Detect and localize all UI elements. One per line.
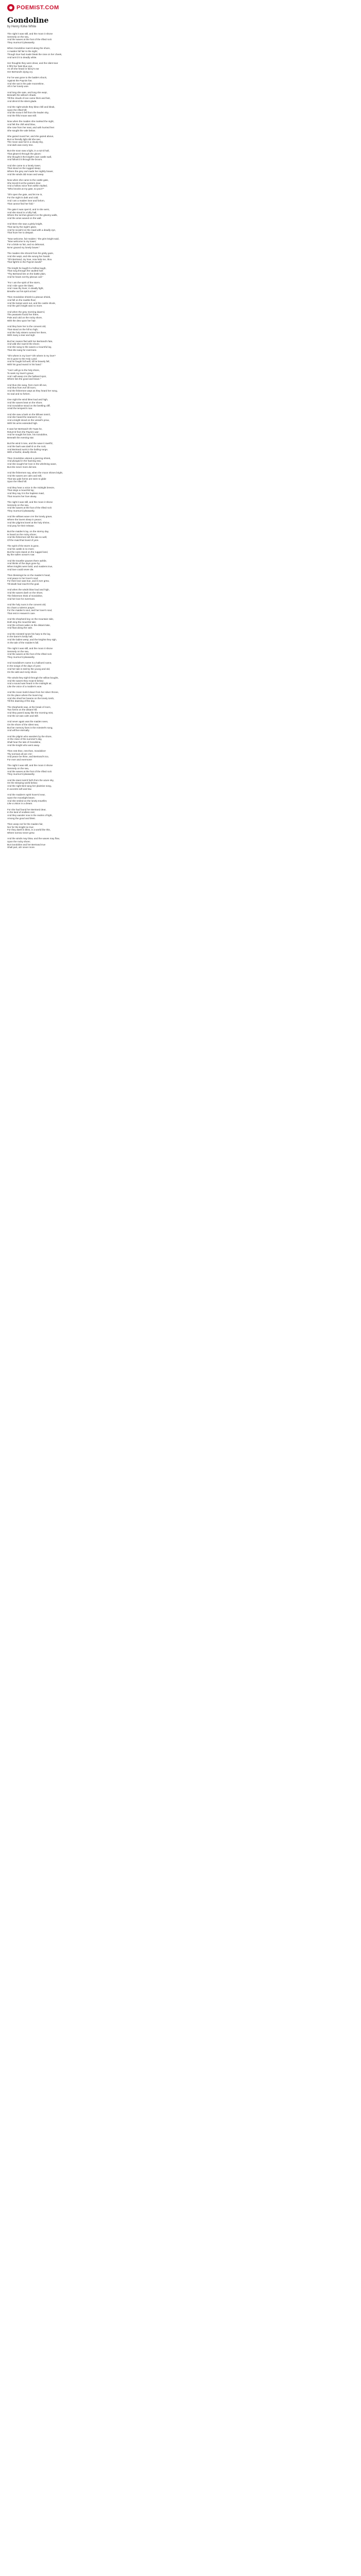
poem-stanza <box>7 47 354 59</box>
poem-line: "Thy Bertrand lies on the battle plain, <box>7 272 46 275</box>
poem-stanza <box>7 120 354 132</box>
poem-line: And turn'd it to deadly white. <box>7 56 37 59</box>
poem-stanza <box>7 618 354 630</box>
poem-line: She sought the vale below. <box>7 129 36 132</box>
poem-line: Till the clouds of eve came thick and fast, <box>7 97 51 100</box>
poem-line: On the place where the lovers lay; <box>7 693 43 697</box>
poem-line: Amid the tempest's roar. <box>7 407 33 410</box>
poem-line: And the waves dash on the shore, <box>7 591 43 595</box>
poem-stanza <box>7 764 354 776</box>
poem-line: And Bertrand sunk in the boiling surge, <box>7 448 48 451</box>
poem-line: And the moon look'd down from her silver throne, <box>7 691 59 694</box>
poem-line: And her love for evermore. <box>7 597 36 600</box>
poem-line: But she soon saw a light, in a ruin'd hall, <box>7 149 50 152</box>
poem-line: And he fought full well, till he bravely fell, <box>7 360 50 363</box>
poem-line: And she wept, and she wrung her hands: <box>7 255 51 258</box>
poem-line: That rest in Heaven's care. <box>7 612 36 615</box>
poem-line: And the ladies weep, and the knights they sigh, <box>7 638 57 641</box>
poem-line: For they dwell in bliss, in a world like this, <box>7 828 51 832</box>
poem-line: And the echoes wake on the distant lake, <box>7 623 51 626</box>
poem-line: Ne'er graced my lonely bower." <box>7 246 40 249</box>
poem-line: The fishermen think of Gondoline, <box>7 594 43 597</box>
poem-stanza <box>7 457 354 469</box>
poem-line: That gleam'd through the gloom: <box>7 152 41 155</box>
poem-stanza <box>7 179 354 191</box>
poem-line: The knight he laugh'd a hollow laugh, <box>7 266 46 269</box>
poem-stanza <box>7 106 354 117</box>
poem-line: Thy sorrows all are o'er; <box>7 752 32 755</box>
poem-line: At the tale of the maiden's fall. <box>7 641 39 644</box>
poem-line: And she sought her love in the whelming wave, <box>7 463 57 466</box>
poem-line: Now when she came to the castle gate, <box>7 179 49 182</box>
poem-stanza <box>7 720 354 732</box>
poem-line: They murmur'd pleasantly. <box>7 510 35 513</box>
poem-line: The night it was still, and the moon it shone <box>7 647 53 650</box>
poem-line: And she smiled on the lonely traveller, <box>7 799 47 802</box>
poem-stanza <box>7 545 354 556</box>
poem-line: And when the grey morning dawn'd, <box>7 310 45 313</box>
poem-line: She rose from her seat, and with hurried feet <box>7 126 54 129</box>
poem-stanza <box>7 413 354 425</box>
poem-line: Upon the rifted hill; <box>7 108 27 111</box>
poem-line: Where sorrow never grew. <box>7 832 35 835</box>
poem-line: And the fitful moan was still. <box>7 114 37 117</box>
poem-line: Now when the maiden she marked the night, <box>7 120 54 123</box>
poem-stanza <box>7 501 354 513</box>
poem-stanza <box>7 588 354 600</box>
poem-stanza <box>7 238 354 249</box>
poem-stanza <box>7 633 354 645</box>
poem-line: And peace be thine, and Bertrand's too, <box>7 755 49 758</box>
poem-stanza <box>7 369 354 381</box>
poem-stanza <box>7 164 354 176</box>
poem-line: And the pilgrim who wanders by the shore, <box>7 735 52 738</box>
poem-stanza <box>7 486 354 498</box>
poem-line: And she heard the seamen's cry; <box>7 416 42 419</box>
poem-line: With a fearful, deadly shock. <box>7 451 37 454</box>
poem-line: And the waves are calm and still, <box>7 474 42 477</box>
poem-line: The peasants found her there, <box>7 313 39 316</box>
poem-line: The night it was still, and the moon it shone <box>7 32 53 35</box>
poem-line: Against the Paynim foe; <box>7 79 32 82</box>
poem-line: "Who knocks at my gate, so poor?" <box>7 188 44 191</box>
poem-line: Upon the moonlight beam; <box>7 796 35 799</box>
poem-line: And they pass'd away like the morning mist, <box>7 711 54 715</box>
poem-stanza <box>7 647 354 659</box>
poem-line: For their love was true, and it ever grew, <box>7 580 50 583</box>
poem-line: On the sleeping world below; <box>7 782 38 785</box>
poem-line: Like a vision in a dream. <box>7 802 33 805</box>
poem-line: In the songs of the days of yore; <box>7 665 41 668</box>
poem-line: And the waves beat on the shore; <box>7 401 43 404</box>
poem-stanza <box>7 76 354 88</box>
poem-line: But her memory lives in the minstrel's song, <box>7 726 53 729</box>
poem-line: Among the good and blest. <box>7 817 36 820</box>
poem-line: Serenely on the sea, <box>7 650 29 653</box>
poem-line: And the shepherd boy on the mountain side, <box>7 618 54 621</box>
poem-stanza <box>7 793 354 805</box>
poem-line: For he was gone to the battle's shock, <box>7 76 47 79</box>
poem-stanza <box>7 808 354 820</box>
poem-line: And the waves at the foot of the rifted rock <box>7 770 52 773</box>
poem-line: Beneath the evening star. <box>7 436 35 439</box>
poem-stanza <box>7 823 354 835</box>
poem-line: But her reason fled with her Bertrand's fate, <box>7 340 53 343</box>
poem-line: A maiden full fair to the sight; <box>7 50 38 53</box>
poem-line: That mourns her love alway. <box>7 495 37 498</box>
poem-line: That fight'st in the Paynim lands!" <box>7 261 42 264</box>
poem-line: And they hear a voice in the midnight breeze, <box>7 486 55 489</box>
poem-line: With many a tear and sigh. <box>7 334 36 337</box>
poem-line: It fill'd her faint blue eye, <box>7 64 33 67</box>
poem-line: And follow'd it through the broom. <box>7 158 43 161</box>
poem-line: So sad and so forlorn. <box>7 392 30 395</box>
poem-line: Of the maid that loved of yore. <box>7 538 39 541</box>
site-header <box>0 0 361 15</box>
poem-line: The night it was still, and the moon it shone <box>7 501 53 503</box>
poem-line: But the maiden's lay, on the stormy day, <box>7 530 49 533</box>
poem-line: And I will weep o'er the hallow'd spot, <box>7 375 47 378</box>
poem-line: And Gondoline's name is a hallow'd name, <box>7 662 52 665</box>
poem-line: And the traveller pauses there awhile, <box>7 559 47 562</box>
poem-stanza <box>7 574 354 586</box>
poem-line: "And I will go to the holy shore, <box>7 369 40 372</box>
poem-stanza <box>7 662 354 673</box>
poem-line: And love could never die. <box>7 568 34 571</box>
poem-line: On the shore of the silent sea; <box>7 723 39 726</box>
poem-line: But she never more did see. <box>7 465 37 468</box>
poem-line: Her thoughts they were drear, and the silent tear <box>7 61 58 64</box>
poem-line: With his arms extended high. <box>7 421 38 425</box>
poem-stanza <box>7 252 354 264</box>
poem-line: Upon the rifted hill. <box>7 480 27 483</box>
poem-line: By the sullen ocean's roar. <box>7 553 35 556</box>
poem-line: In the baron's lordly hall; <box>7 635 33 638</box>
poem-line: They murmur'd pleasantly. <box>7 41 35 44</box>
poem-line: For ever and evermore! <box>7 758 32 761</box>
poem-line: The spirit of the storm is gone, <box>7 545 39 548</box>
poem-stanza <box>7 91 354 103</box>
poem-stanza <box>7 560 354 571</box>
poem-line: One night the wind blew loud and high, <box>7 398 48 401</box>
poem-line: That froze her to despair. <box>7 231 34 234</box>
poem-line: And fell on the marble floor; <box>7 299 37 302</box>
poem-stanza <box>7 384 354 396</box>
poem-line: And the night-winds they blew chill and bleak, <box>7 106 55 109</box>
poem-line: Then Gondoline shriek'd a piteous shriek, <box>7 296 51 299</box>
poem-line: And the waves at the foot of the rifted rock <box>7 38 52 41</box>
poem-line: For a bride so fair, and so debonair, <box>7 243 45 246</box>
poem-stanza <box>7 135 354 147</box>
poem-stanza <box>7 398 354 410</box>
poem-line: Where the torches gleam'd on the gloomy walls, <box>7 214 58 217</box>
poem-line: And the snow it fell from the leaden sky, <box>7 111 49 114</box>
poem-line: Shall part, ah! never more. <box>7 846 36 849</box>
poem-line: And he scowl'd on the maid with a deadly eye, <box>7 228 56 231</box>
poem-line: Then rest thee, rest thee, Gondoline! <box>7 749 46 752</box>
poem-line: And a hollow voice from within replied, <box>7 184 48 188</box>
poem-line: And dimm'd the silent glade. <box>7 99 37 103</box>
poem-line: Where lies the good and brave." <box>7 378 41 381</box>
poem-line: Is heard on the rocky shore; <box>7 533 37 536</box>
poem-line: Though love had made bleak the rose on her cheek, <box>7 53 62 56</box>
poem-line: And plunged in the foaming sea; <box>7 460 41 463</box>
poem-page <box>0 16 361 849</box>
poem-line: That stood on the rugged steep; <box>7 167 41 170</box>
poem-line: And will live eternally. <box>7 729 30 732</box>
poem-line: "Now welcome, fair maiden," the grim knight said, <box>7 237 59 240</box>
poem-line: Serenely on the sea, <box>7 503 29 506</box>
poem-line: And Gondoline stood on the beetling cliff, <box>7 404 51 407</box>
poem-line: Then weep not for the maiden fair, <box>7 822 43 825</box>
poem-line: The night it was still, and the moon it shone <box>7 764 53 767</box>
poem-line: And when the winds blow loud and high, <box>7 588 50 591</box>
poem-line: She thought it the knight's own castle wall, <box>7 155 52 158</box>
poem-line: And the winds may blow, and the waves may flow, <box>7 837 60 840</box>
poem-line: And peace to her lover's soul; <box>7 577 39 580</box>
poem-line: Nor for the knight so true; <box>7 825 34 828</box>
poem-line: Serenely on the sea, <box>7 767 29 770</box>
poem-line: Doth sing the mournful tale; <box>7 620 37 623</box>
poem-line: And the waves at the foot of the rifted rock <box>7 506 52 510</box>
poem-line: And he sought his love, his Gondoline, <box>7 433 48 436</box>
poem-line: And the fishermen wept as they heard her song, <box>7 389 58 393</box>
poem-stanza <box>7 32 354 44</box>
poem-stanza <box>7 530 354 542</box>
poem-line: That cannot find her fold." <box>7 202 35 205</box>
poem-line: Till the dawning of the day. <box>7 700 36 703</box>
poem-line: And float along the vale. <box>7 626 33 630</box>
poem-line: For the maiden's soul, and her lover's soul, <box>7 609 53 612</box>
poem-stanza <box>7 471 354 483</box>
poem-line: And there she saw a grisly knight, <box>7 223 43 226</box>
poem-stanza <box>7 750 354 761</box>
poem-stanza <box>7 340 354 352</box>
poem-line: And the grim knight was no more. <box>7 304 43 308</box>
poem-line: But the ruins stand on the rugged land, <box>7 550 48 553</box>
poem-title: Gondoline <box>7 16 49 25</box>
poem-line: And she sat in the pale moonshine, <box>7 82 44 85</box>
poem-line: And they wander now in the realms of light, <box>7 814 53 817</box>
poem-line: And the waves they moan'd below; <box>7 679 44 682</box>
poem-stanza <box>7 442 354 454</box>
poem-line: The maiden she shrunk from his grisly gaze, <box>7 252 54 255</box>
poem-stanza <box>7 149 354 161</box>
poem-line: And she saw a bark on the billows toss'd, <box>7 413 51 416</box>
poem-line: That rung through the vaulted hall: <box>7 269 43 273</box>
poem-line: The shepherds saw, at the break of morn, <box>7 705 51 708</box>
poem-line: And the maiden's spirit hover'd near, <box>7 793 46 796</box>
poem-line: They murmur'd pleasantly. <box>7 773 35 776</box>
poem-line: For the night is dark and cold; <box>7 196 39 199</box>
poem-line: And she came to a lonely tower, <box>7 164 41 167</box>
site-logo-text: POEMIST.COM <box>17 5 59 11</box>
poem-line: And she shed her beams on the lonely tomb, <box>7 697 55 700</box>
poem-line: As oft she heard in fancy's ear <box>7 67 39 71</box>
poem-line: The moon was hid in a cloudy sky, <box>7 141 43 144</box>
poem-line: And the pilgrims kneel at the holy shrine, <box>7 521 50 524</box>
poem-line: And the waves at the foot of the rifted rock <box>7 653 52 656</box>
poem-line: The winds they sigh'd through the willow boughs, <box>7 676 59 679</box>
poem-line: And the willows wave o'er the lonely grave, <box>7 515 53 518</box>
poem-line: It was her Bertrand! Oh! 'twas he, <box>7 427 43 430</box>
poem-line: And the holy sisters nursed her there, <box>7 331 47 334</box>
poem-line: That two pale forms are seen to glide <box>7 477 46 480</box>
poem-line: And a knight stood on the vessel's prow, <box>7 418 50 421</box>
poem-line: And thinks of the days gone by; <box>7 562 41 565</box>
poem-line: "Oh! Bertrand, my love, now help me, thou <box>7 258 52 261</box>
poem-line: But no friendly light did she see; <box>7 138 41 141</box>
poemist-logo-icon <box>7 4 14 11</box>
poem-line: And the lamps went out, and the castle shook, <box>7 301 56 304</box>
poem-line: That sat by the ingle's glare, <box>7 225 37 228</box>
poem-line: And long she sate, and long she wept, <box>7 91 47 94</box>
poem-line: "Oh! where is my love? Oh! where is my love? <box>7 354 56 357</box>
poem-stanza <box>7 296 354 308</box>
poem-line: The gate it was open'd, and in she went, <box>7 208 50 211</box>
poem-line: And never again was the maiden seen, <box>7 720 48 723</box>
poem-line: He is gone to the Holy Land; <box>7 357 37 360</box>
poem-line: For she had found her Bertrand dear, <box>7 808 46 811</box>
poem-stanza <box>7 515 354 527</box>
poem-line: And his castle is no more; <box>7 547 35 550</box>
poem-line: Two forms on the distant hill; <box>7 708 38 711</box>
poem-line: And I ride upon the blast; <box>7 284 34 287</box>
poem-line: And her tale is told by the young and old, <box>7 667 51 670</box>
poem-line: And thus from eve till morn; <box>7 386 36 389</box>
poem-line: Like the voice of a maiden's woe. <box>7 685 42 688</box>
poem-line: Where the lovers sleep in peace; <box>7 518 42 521</box>
poem-line: But Gondoline and her Bertrand true <box>7 843 46 846</box>
poem-line: At the close of the summer's day, <box>7 738 42 741</box>
poem-line: And the minstrel tunes his harp to the lay, <box>7 632 51 635</box>
poem-stanza <box>7 193 354 205</box>
poem-line: And the bark was dash'd on the rock; <box>7 445 46 448</box>
poem-stanza <box>7 62 354 74</box>
poem-line: With the dew upon her hair. <box>7 319 36 322</box>
poem-line: Breathe out his spirit at last." <box>7 290 38 293</box>
poem-line: Upon the rocky shore; <box>7 840 30 843</box>
poem-line: And the winds did moan and weep. <box>7 173 44 176</box>
poem-stanza <box>7 706 354 718</box>
poem-stanza <box>7 735 354 747</box>
poem-byline: by Henry Kirke White <box>7 25 37 28</box>
poem-line: In the land of endless rest; <box>7 811 35 814</box>
poem-line: And the fishermen say, when the moon shines bright, <box>7 471 63 474</box>
poem-line: Shall hear the tale of Gondoline, <box>7 740 41 743</box>
poem-stanza <box>7 691 354 703</box>
poem-line: And felt the chill wind blow, <box>7 123 36 126</box>
poem-line: They murmur'd pleasantly. <box>7 656 35 659</box>
poem-line: In accents soft and low. <box>7 787 32 790</box>
poem-line: All in her lonely woe. <box>7 85 29 88</box>
poem-line: "Oh! open the gate, and let me in, <box>7 193 43 196</box>
poem-line: With his good sword in his hand." <box>7 363 42 366</box>
poem-line: "Now welcome to my tower; <box>7 240 37 243</box>
poem-line: And I saw thy lover, in deadly fight, <box>7 287 44 290</box>
poem-stanza <box>7 281 354 293</box>
poem-line: And the fishermen tell the tale so well, <box>7 536 47 539</box>
poem-line: Her Bertrand's dying cry. <box>7 70 34 73</box>
poem-line: Then Gondoline uttered a piercing shriek, <box>7 456 51 460</box>
poem-line: She knock'd at the postern door, <box>7 181 41 184</box>
poem-line: When knights were bold, and maidens true, <box>7 565 53 568</box>
poem-line: And a sound was heard in the midnight air, <box>7 682 52 685</box>
poem-line: And the stars look'd forth from the azure sky, <box>7 778 54 782</box>
poem-line: And I am a maiden lone and forlorn, <box>7 199 45 202</box>
poem-line: Where the grey owl made her nightly bower, <box>7 170 54 173</box>
poem-line: And he hears not thy piteous call." <box>7 275 43 278</box>
poem-line: And the arras waved on the wall. <box>7 216 42 219</box>
poem-stanza <box>7 354 354 366</box>
poem-line: She gazed round her, and she gazed above, <box>7 134 54 138</box>
poem-stanza <box>7 428 354 439</box>
poem-line: And pray for their release. <box>7 524 35 527</box>
poem-line: Beneath the willow's shade, <box>7 94 37 97</box>
poem-line: That she sang for evermore. <box>7 348 37 351</box>
poem-line: And the holy nuns in the convent old, <box>7 603 46 606</box>
poem-stanza <box>7 837 354 849</box>
site-logo[interactable] <box>7 4 59 11</box>
poem-line: And the night-bird sang her plaintive song, <box>7 785 52 788</box>
poem-line: Do chant a solemn prayer; <box>7 606 35 609</box>
poem-line: And she stood in a lofty hall, <box>7 211 37 214</box>
poem-stanza <box>7 603 354 615</box>
poem-line: On the wild and rocky shore. <box>7 670 38 673</box>
poem-stanza <box>7 208 354 220</box>
poem-line: When Gondoline roam'd along the shore, <box>7 47 51 50</box>
poem-line: Serenely on the sea, <box>7 35 29 38</box>
poem-line: And dark was every tree. <box>7 143 34 146</box>
poem-stanza <box>7 779 354 791</box>
poem-line: That stood on the hill so high; <box>7 328 39 331</box>
poem-body <box>7 32 354 849</box>
poem-line: Then blessings be on the maiden's head, <box>7 574 51 577</box>
poem-line: And the air was calm and still. <box>7 714 39 717</box>
poem-stanza <box>7 267 354 279</box>
poem-line: Pale and cold on the rocky shore, <box>7 316 43 319</box>
poem-line: And she sang to the waves a mournful lay, <box>7 345 52 348</box>
poem-line: And thus she sang, from morn till eve, <box>7 383 47 386</box>
poem-line: And they bore her to the convent old, <box>7 325 46 328</box>
poem-line: And wild she roam'd the shore; <box>7 343 40 346</box>
poem-line: To seek my lover's grave; <box>7 372 34 375</box>
poem-stanza <box>7 676 354 688</box>
poem-stanza <box>7 223 354 234</box>
poem-stanza <box>7 311 354 323</box>
poem-line: That sings a mournful lay; <box>7 489 35 492</box>
poem-line: And the knight who went away. <box>7 743 40 747</box>
poem-line: Till death had reach'd the goal. <box>7 583 40 586</box>
poem-line: But the wind it rose, and the wave it swell'd, <box>7 442 53 445</box>
poem-line: And they say it is the hapless maid, <box>7 492 45 495</box>
poem-line: Return'd from the Paynim war; <box>7 430 39 433</box>
poem-line: "For I am the spirit of the storm, <box>7 281 41 284</box>
poem-stanza <box>7 325 354 337</box>
